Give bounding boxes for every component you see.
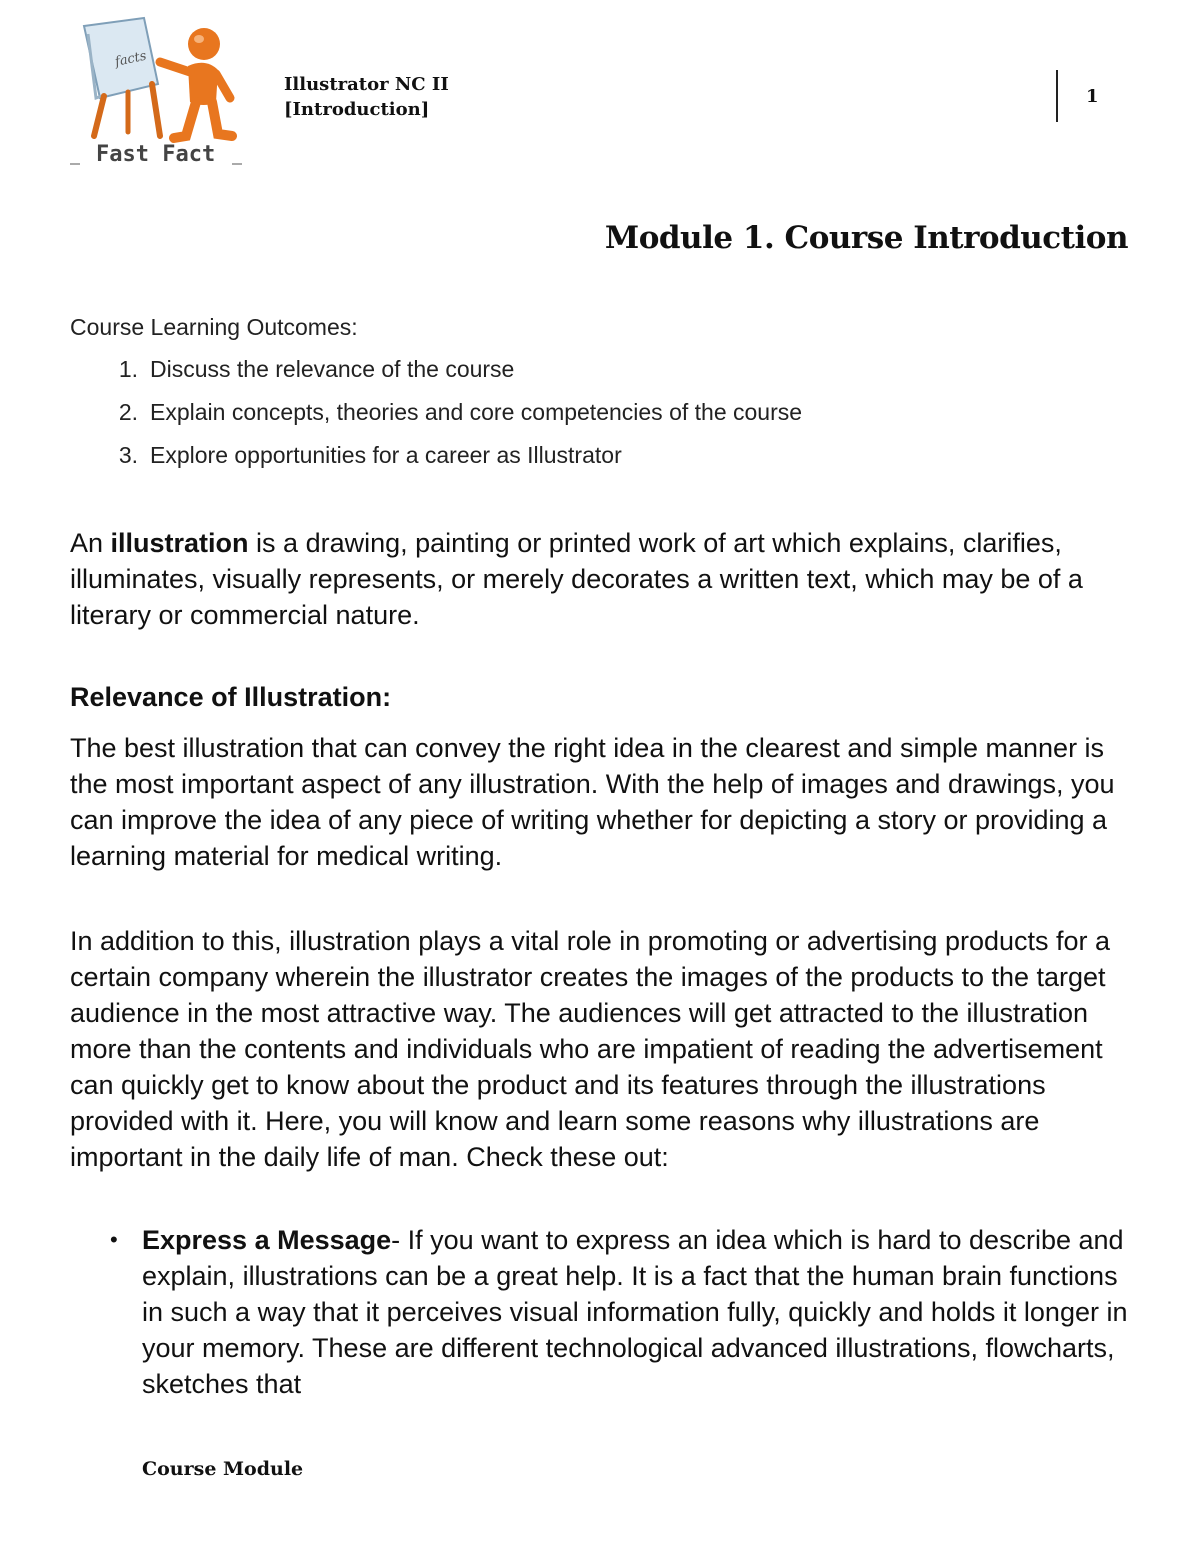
paper-board-icon (84, 18, 158, 98)
svg-text:Fast Fact: Fast Fact (96, 142, 216, 167)
list-item (70, 442, 1130, 485)
outcomes-label: Course Learning Outcomes: (70, 314, 358, 340)
list-item (70, 399, 1130, 442)
page-number: 1 (1086, 86, 1099, 107)
page-footer: Course Module (142, 1458, 304, 1480)
definition-paragraph (70, 525, 1136, 633)
section-name: [Introduction] (284, 99, 430, 120)
running-header (284, 72, 449, 122)
section-heading: Relevance of Illustration: (70, 682, 392, 712)
course-name: Illustrator NC II (284, 74, 449, 95)
body-paragraph: In addition to this, illustration plays a vital role in promoting or advertising products for a certain company wherein the illustrator creates the images of the products to the target audience in the most attractive way. The audiences will get attracted to the illustration more than the contents and individuals who are impatient of reading the advertisement can quickly get to know about the product and its features through the illustrations provided with it. Here, you will know and learn some reasons why illustrations are important in the daily life of man. Check these out: (70, 926, 1111, 1172)
body-paragraph: The best illustration that can convey the right idea in the clearest and simple manner is the most important aspect of any illustration. With the help of images and drawings, you can improve the idea of any piece of writing whether for depicting a story or providing a learning material for medical writing. (70, 733, 1115, 871)
presenter-figure-icon (160, 28, 232, 138)
list-number: 3. (118, 442, 138, 468)
header-divider (1056, 70, 1058, 122)
list-number: 2. (118, 399, 138, 425)
svg-text:facts: facts (113, 48, 148, 70)
definition-lead: An (70, 528, 111, 558)
bullet-marker: • (110, 1227, 118, 1252)
outcomes-list (70, 356, 1130, 485)
definition-rest: is a drawing, painting or printed work of art which explains, clarifies, illuminates, visually represents, or merely decorates a written text, which may be of a literary or commercial nature. (70, 528, 1083, 630)
list-item (70, 1222, 1136, 1402)
list-number: 1. (118, 356, 138, 382)
module-title: Module 1. Course Introduction (604, 220, 1128, 256)
fast-fact-logo (66, 14, 248, 174)
list-item (70, 356, 1130, 399)
bullet-list (70, 1222, 1136, 1402)
list-text: Discuss the relevance of the course (150, 356, 515, 382)
list-text: Explain concepts, theories and core competencies of the course (150, 399, 803, 425)
list-text: Explore opportunities for a career as Illustrator (150, 442, 622, 468)
bullet-term: Express a Message (142, 1225, 392, 1255)
definition-term: illustration (110, 528, 249, 558)
bullet-text: - If you want to express an idea which is hard to describe and explain, illustrations can be a great help. It is a fact that the human brain functions in such a way that it perceives visual information fully, quickly and holds it longer in your memory. These are different technological advanced illustrations, flowcharts, sketches that (142, 1225, 1128, 1399)
